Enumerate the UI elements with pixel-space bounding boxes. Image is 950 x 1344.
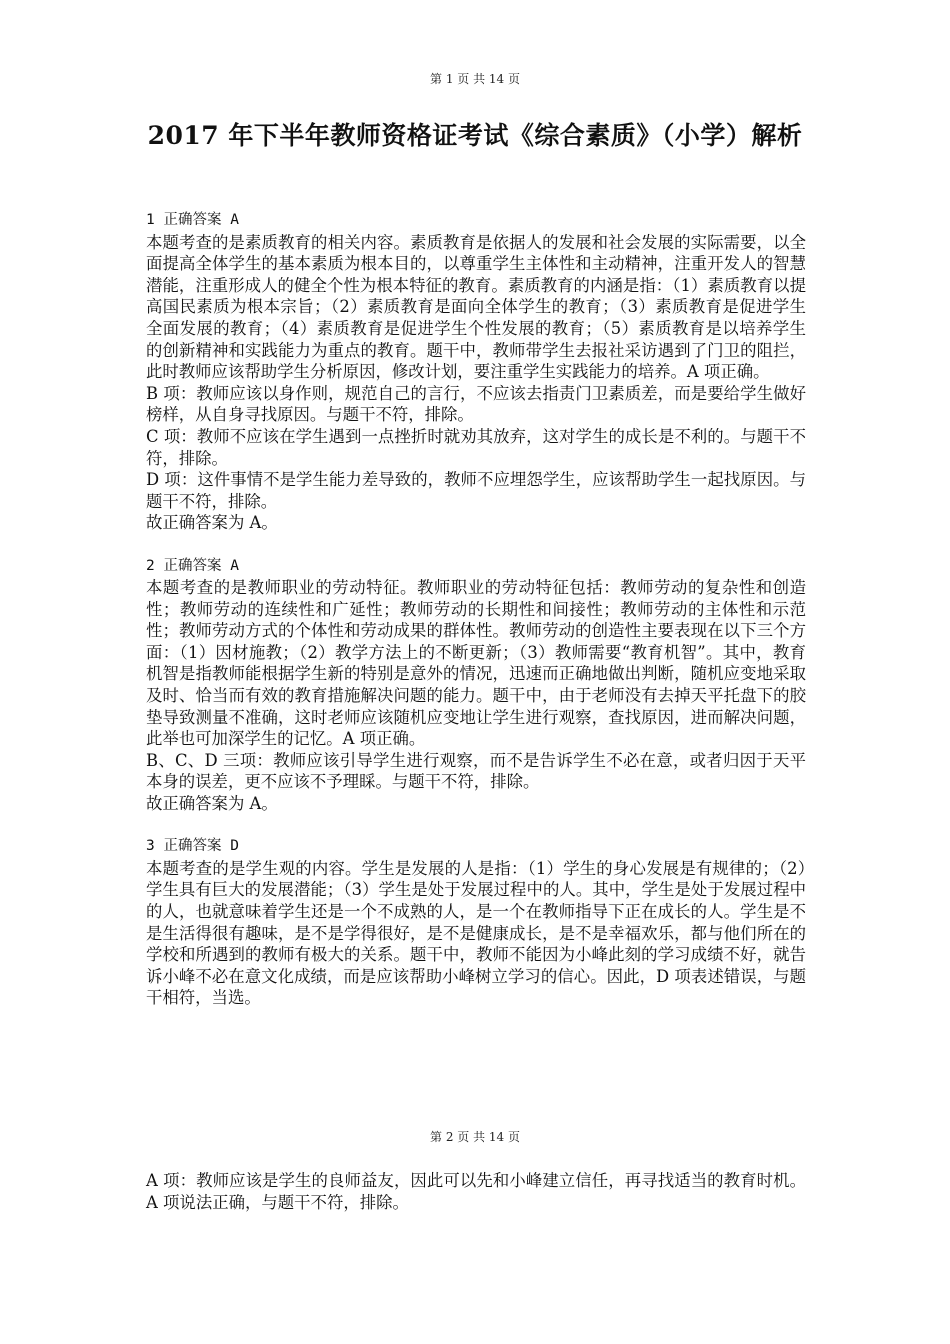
- q3-answer-header: 3 正确答案 D: [146, 838, 239, 855]
- document-title: 2017 年下半年教师资格证考试《综合素质》（小学）解析: [147, 121, 803, 150]
- page-2-section: [146, 1170, 806, 1213]
- page-number-1: 第 1 页 共 14 页: [430, 72, 520, 86]
- q1-answer-header: 1 正确答案 A: [146, 212, 239, 228]
- q3-analysis: 本题考查的是学生观的内容。学生是发展的人是指：（1）学生的身心发展是有规律的；（2）学生具有巨大的发展潜能；（3）学生是处于发展过程中的人。其中，学生是处于发展过程中的人，也就意味着学生还是一个不成熟的人，是一个在教师指导下正在成长的人。学生是不是生活得很有趣味，是不是学得很好，是不是健康成长，是不是幸福欢乐，都与他们所在的学校和所遇到的教师有极大的关系。题干中，教师不能因为小峰此刻的学习成绩不好，就告诉小峰不必在意文化成绩，而是应该帮助小峰树立学习的信心。因此，D 项表述错误，与题干相符，当选。: [146, 858, 806, 1008]
- q1-analysis: 本题考查的是素质教育的相关内容。素质教育是依据人的发展和社会发展的实际需要，以全面提高全体学生的基本素质为根本目的，以尊重学生主体性和主动精神，注重开发人的智慧潜能，注重形成人的健全个性为根本特征的教育。素质教育的内涵是指：（1）素质教育以提高国民素质为根本宗旨；（2）素质教育是面向全体学生的教育；（3）素质教育是促进学生全面发展的教育；（4）素质教育是促进学生个性发展的教育；（5）素质教育是以培养学生的创新精神和实践能力为重点的教育。题干中，教师带学生去报社采访遇到了门卫的阻拦，此时教师应该帮助学生分析原因，修改计划，要注重学生实践能力的培养。A 项正确。: [146, 232, 806, 382]
- question-1-section: [146, 210, 806, 1009]
- page-number-2: 第 2 页 共 14 页: [430, 1130, 520, 1144]
- q2-conclusion: 故正确答案为 A。: [146, 794, 278, 814]
- q2-analysis: 本题考查的是教师职业的劳动特征。教师职业的劳动特征包括：教师劳动的复杂性和创造性；教师劳动的连续性和广延性；教师劳动的长期性和间接性；教师劳动的主体性和示范性；教师劳动方式的个体性和劳动成果的群体性。教师劳动的创造性主要表现在以下三个方面：（1）因材施教；（2）教学方法上的不断更新；（3）教师需要“教育机智”。其中，教育机智是指教师能根据学生新的特别是意外的情况，迅速而正确地做出判断，随机应变地采取及时、恰当而有效的教育措施解决问题的能力。题干中，由于老师没有去掉天平托盘下的胶垫导致测量不准确，这时老师应该随机应变地让学生进行观察，查找原因，进而解决问题，此举也可加深学生的记忆。A 项正确。: [146, 578, 806, 749]
- q1-conclusion: 故正确答案为 A。: [146, 513, 278, 533]
- section-gap: [146, 534, 806, 556]
- q2-answer-header: 2 正确答案 A: [146, 557, 239, 574]
- q1-option-b: B 项：教师应该以身作则，规范自己的言行，不应该去指责门卫素质差，而是要给学生做好榜样，从自身寻找原因。与题干不符，排除。: [146, 383, 806, 425]
- q1-option-c: C 项：教师不应该在学生遇到一点挫折时就劝其放弃，这对学生的成长是不利的。与题干不符，排除。: [146, 426, 806, 468]
- q2-option-bcd: B、C、D 三项：教师应该引导学生进行观察，而不是告诉学生不必在意，或者归因于天平本身的误差，更不应该不予理睬。与题干不符，排除。: [146, 750, 806, 792]
- q3-option-a: A 项：教师应该是学生的良师益友，因此可以先和小峰建立信任，再寻找适当的教育时机。A 项说法正确，与题干不符，排除。: [146, 1171, 806, 1212]
- q1-option-d: D 项：这件事情不是学生能力差导致的，教师不应埋怨学生，应该帮助学生一起找原因。与题干不符，排除。: [146, 470, 806, 511]
- section-gap: [146, 815, 806, 837]
